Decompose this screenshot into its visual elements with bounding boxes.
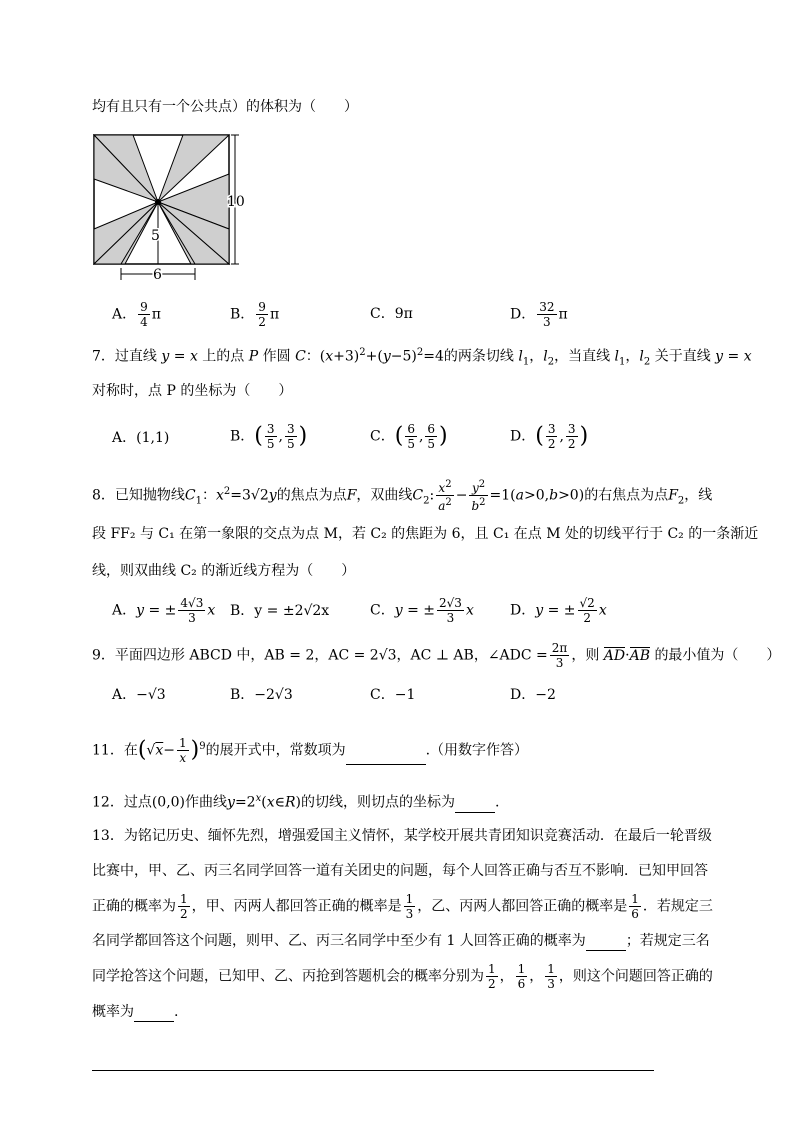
q7-stem-line1: 7．过直线 y = x 上的点 P 作圆 C：$(x+3)^2+(y-5)^2=4$的两条切线 $l_1$，$l_2$，当直线 $l_1$，$l_2$ 关于直线 y = x (92, 347, 752, 368)
q7-option-d[interactable]: D．( $\frac{3}{2}$ , $\frac{3}{2}$ ) (510, 422, 589, 451)
q9-option-c[interactable]: C．−1 (370, 687, 416, 703)
q8-option-c[interactable]: C．y = ± $\frac{2√3}{3}$ x (370, 596, 474, 625)
q7-option-c[interactable]: C．( $\frac{6}{5}$ , $\frac{6}{5}$ ) (370, 422, 448, 451)
fig-label-10: 10 (227, 194, 245, 210)
q6-option-d[interactable]: D． $\frac{32}{3}$ π (510, 300, 568, 329)
q13-line2: 比赛中，甲、乙、丙三名同学回答一道有关团史的问题，每个人回答正确与否互不影响．已知甲回答 (92, 863, 708, 879)
q9-option-d[interactable]: D．−2 (510, 687, 556, 703)
q9-option-b[interactable]: B．−2√3 (230, 687, 293, 703)
q11-answer-blank[interactable] (346, 750, 426, 765)
fig-label-5: 5 (151, 228, 160, 244)
q9-option-a[interactable]: A．−√3 (112, 687, 166, 703)
q8-option-a[interactable]: A．y = ± $\frac{4√3}{3}$ x (112, 596, 216, 625)
q13-line3: 正确的概率为 $\frac{1}{2}$ ，甲、丙两人都回答正确的概率是 $\frac{1}{3}$ ，乙、丙两人都回答正确的概率是 $\frac{1}{6}$ ．若规定三 (92, 892, 713, 921)
q8-option-b[interactable]: B．y = ±2√2x (230, 603, 330, 619)
q8-option-d[interactable]: D．y = ± $\frac{√2}{2}$ x (510, 596, 607, 625)
fig-label-6: 6 (153, 267, 162, 283)
bottom-divider (92, 1070, 654, 1071)
q13-line5: 同学抢答这个问题，已知甲、乙、丙抢到答题机会的概率分别为 $\frac{1}{2}$ ， $\frac{1}{6}$ ， $\frac{1}{3}$ ，则这个问题回答正确的 (92, 962, 713, 991)
q13-line6: 概率为 . (92, 1004, 179, 1020)
q6-figure (93, 134, 253, 284)
q8-stem-line1: 8．已知抛物线$C_1$：$x^2=3√2y$的焦点为点F，双曲线$C_2$: $\frac{x^2}{a^2}$ − $\frac{y^2}{b^2}$ =1(a>0,b>0)的右焦点为点$F_2$，线 (92, 479, 713, 513)
q6-stem-tail: 均有且只有一个公共点）的体积为（ ） (92, 99, 358, 115)
q8-stem-line2: 段 FF₂ 与 C₁ 在第一象限的交点为点 M，若 C₂ 的焦距为 6，且 C₁ 在点 M 处的切线平行于 C₂ 的一条渐近 (92, 526, 759, 542)
q13-answer-blank-1[interactable] (586, 936, 626, 951)
q13-answer-blank-2[interactable] (134, 1007, 174, 1022)
q7-stem-line2: 对称时，点 P 的坐标为（ ） (92, 383, 293, 399)
q12-stem: 12．过点(0,0)作曲线$y=2^x(x\in R)$的切线，则切点的坐标为 . (92, 793, 500, 811)
q13-line1: 13．为铭记历史、缅怀先烈，增强爱国主义情怀，某学校开展共青团知识竞赛活动．在最后一轮晋级 (92, 828, 712, 844)
q7-option-a[interactable]: A．(1,1) (112, 430, 170, 446)
q8-stem-line3: 线，则双曲线 C₂ 的渐近线方程为（ ） (92, 563, 356, 579)
q9-stem: 9．平面四边形 ABCD 中，AB = 2，AC = 2√3，AC ⊥ AB，∠ADC = $\frac{2\pi}{3}$ ，则 AD·AB 的最小值为（ ） (92, 641, 781, 670)
q6-option-c[interactable]: C．9π (370, 306, 413, 322)
q6-option-b[interactable]: B． $\frac{9}{2}$ π (230, 300, 280, 329)
q7-option-b[interactable]: B．( $\frac{3}{5}$ , $\frac{3}{5}$ ) (230, 422, 308, 451)
q6-option-a[interactable]: A． $\frac{9}{4}$ π (112, 300, 161, 329)
q11-stem: 11．在(√x− $\frac{1}{x}$ )$^9$的展开式中，常数项为 .（用数字作答） (92, 736, 529, 765)
q12-answer-blank[interactable] (455, 798, 495, 813)
q13-line4: 名同学都回答这个问题，则甲、乙、丙三名同学中至少有 1 人回答正确的概率为 ；若规定三名 (92, 933, 710, 949)
